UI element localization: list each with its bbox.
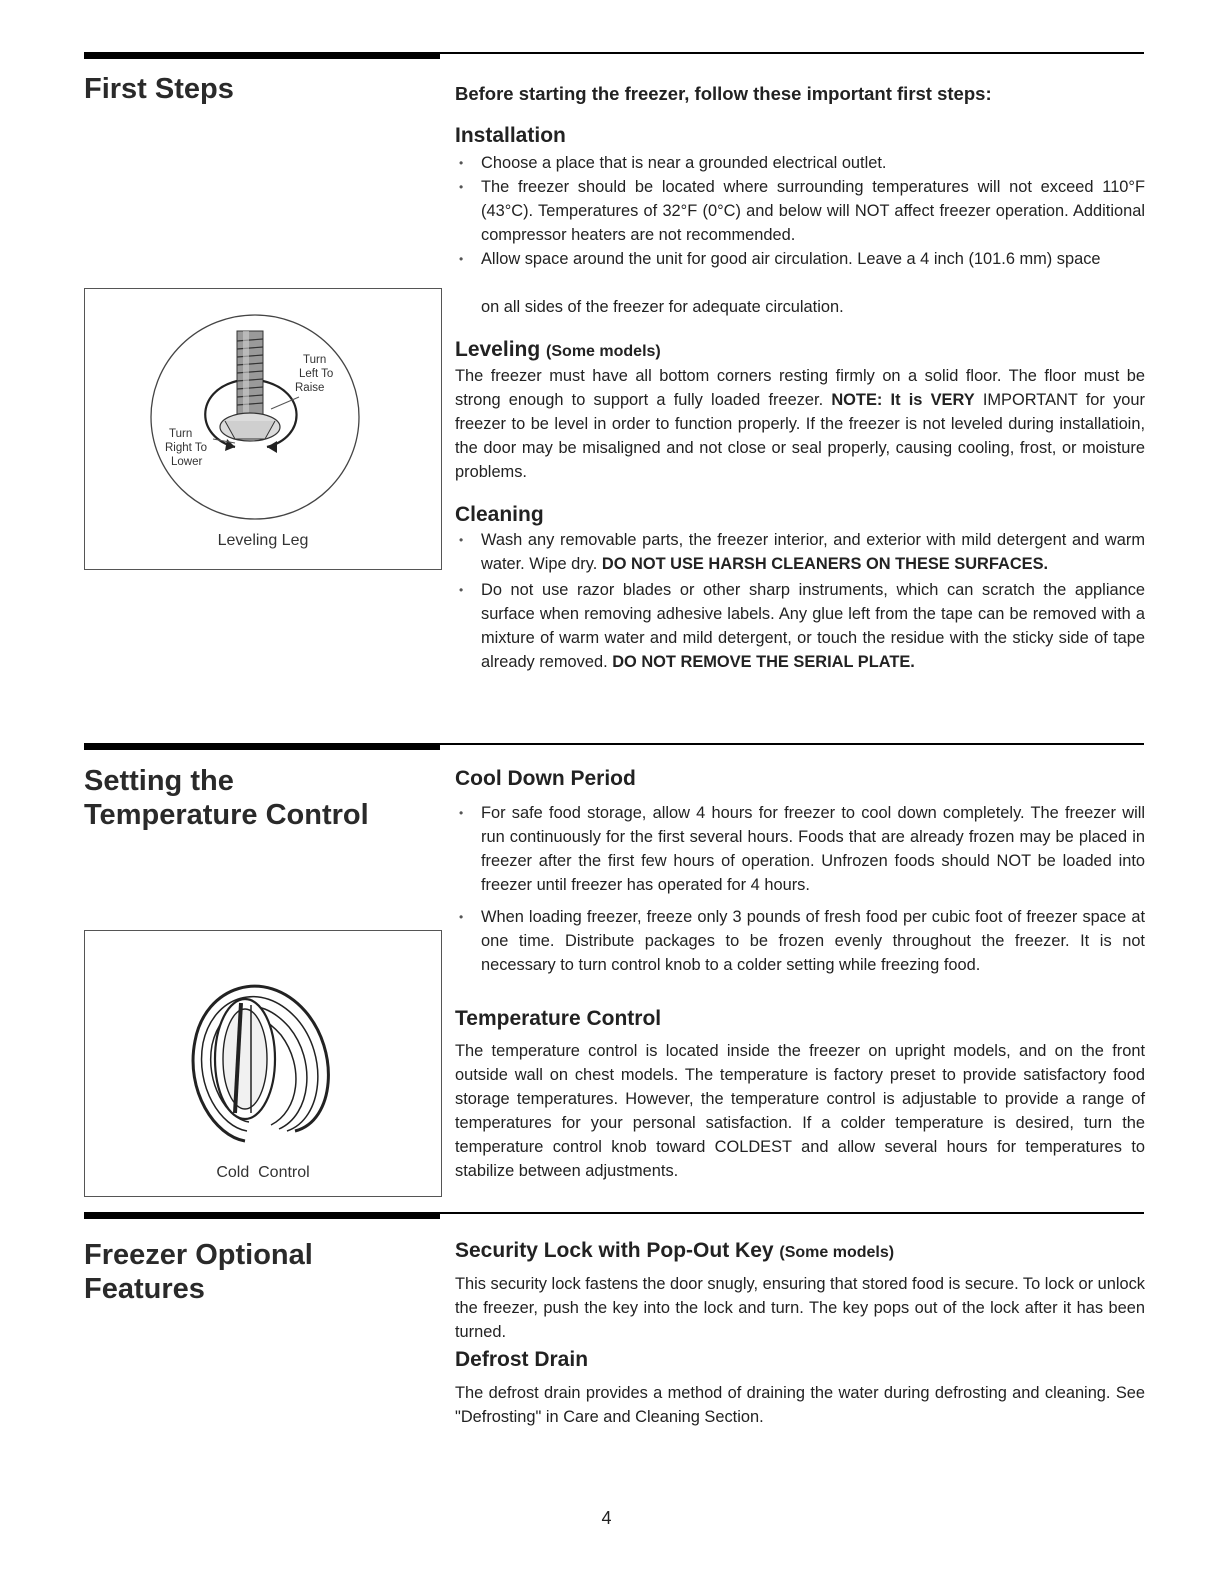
label-line: Turn bbox=[303, 354, 327, 366]
list-item: • For safe food storage, allow 4 hours for freezer to cool down completely. The freezer will run continuously for the first several hours. Foods that are already frozen may be placed in freezer after the first few hours of operation. Unfrozen foods should NOT be loaded into freezer until freezer has operated for 4 hours. bbox=[455, 801, 1145, 897]
cool-down-list bbox=[455, 801, 1145, 977]
label-line: Turn bbox=[169, 428, 193, 440]
leveling-heading-text: Leveling bbox=[455, 338, 541, 361]
cleaning-list bbox=[455, 528, 1145, 674]
label-line: Right To bbox=[165, 442, 207, 454]
section-rule-thick bbox=[84, 1212, 440, 1219]
leveling-heading bbox=[455, 338, 661, 362]
leveling-text-2: IMPORTANT for your freezer to be level in order to function properly. If the freezer is not leveled during installatioin, the door may be misaligned and not close or seal properly, causing cooling, frost, or moisture problems. bbox=[455, 391, 1145, 481]
security-heading-note: (Some models) bbox=[779, 1244, 895, 1261]
leveling-text-1: The freezer must have all bottom corners resting firmly on a solid floor. The floor must be strong enough to support a fully loaded freezer. bbox=[455, 367, 1145, 409]
section-rule-thin bbox=[440, 1212, 1144, 1214]
cleaning-bullet-2-warning: DO NOT REMOVE THE SERIAL PLATE. bbox=[612, 653, 915, 671]
temperature-title bbox=[84, 764, 369, 832]
label-line: Raise bbox=[295, 382, 325, 394]
first-steps-title: First Steps bbox=[84, 73, 234, 105]
label-turn-left-raise bbox=[291, 353, 333, 395]
security-heading-text: Security Lock with Pop-Out Key bbox=[455, 1239, 774, 1262]
list-item bbox=[455, 528, 1145, 576]
security-lock-heading bbox=[455, 1239, 894, 1263]
cold-control-figure bbox=[84, 930, 442, 1197]
leveling-leg-figure bbox=[84, 288, 442, 570]
defrost-drain-heading: Defrost Drain bbox=[455, 1348, 589, 1371]
installation-continuation: on all sides of the freezer for adequate circulation. bbox=[481, 298, 844, 316]
leveling-note: NOTE: It is VERY bbox=[831, 391, 975, 409]
leveling-leg-illustration bbox=[85, 289, 441, 569]
optional-features-title bbox=[84, 1238, 313, 1306]
cleaning-bullet-1-text: Wash any removable parts, the freezer interior, and exterior with mild detergent and warm water. Wipe dry. bbox=[481, 531, 1145, 573]
cleaning-bullet-2-text: Do not use razor blades or other sharp instruments, which can scratch the appliance surface when removing adhesive labels. Any glue left from the tape can be removed with a mixture of warm water and mild detergent, or touch the residue with the sticky side of tape already removed. bbox=[481, 581, 1145, 671]
section-rule-thin bbox=[440, 743, 1144, 745]
temperature-title-line2: Temperature Control bbox=[84, 799, 369, 831]
defrost-drain-text: The defrost drain provides a method of draining the water during defrosting and cleaning. See "Defrosting" in Care and Cleaning Section. bbox=[455, 1384, 1145, 1426]
cleaning-heading: Cleaning bbox=[455, 503, 544, 526]
list-item: • Allow space around the unit for good air circulation. Leave a 4 inch (101.6 mm) space bbox=[455, 247, 1145, 271]
temperature-control-heading: Temperature Control bbox=[455, 1007, 662, 1030]
cleaning-bullet-1-warning: DO NOT USE HARSH CLEANERS ON THESE SURFACES. bbox=[601, 555, 1049, 573]
list-item: • When loading freezer, freeze only 3 pounds of fresh food per cubic foot of freezer space at one time. Distribute packages to be frozen evenly throughout the freezer. It is not necessary to turn control knob to a colder setting while freezing food. bbox=[455, 905, 1145, 977]
list-item: • The freezer should be located where surrounding temperatures will not exceed 110°F (43°C). Temperatures of 32°F (0°C) and below will NOT affect freezer operation. Additional compressor heaters are not recommended. bbox=[455, 175, 1145, 247]
security-lock-text: This security lock fastens the door snugly, ensuring that stored food is secure. To lock or unlock the freezer, push the key into the lock and turn. The key pops out of the lock after it has been turned. bbox=[455, 1275, 1145, 1341]
cold-control-caption: Cold Control bbox=[216, 1164, 310, 1181]
cool-down-heading: Cool Down Period bbox=[455, 767, 636, 790]
first-steps-intro: Before starting the freezer, follow these important first steps: bbox=[455, 83, 992, 104]
leveling-heading-note: (Some models) bbox=[546, 343, 661, 360]
optional-title-line1: Freezer Optional bbox=[84, 1239, 313, 1271]
leveling-text bbox=[455, 364, 1145, 484]
section-rule-thin bbox=[440, 52, 1144, 54]
temperature-control-text: The temperature control is located inside the freezer on upright models, and on the front outside wall on chest models. The temperature is factory preset to provide satisfactory food storage temperatures. However, the temperature control is adjustable to provide a range of temperatures for your personal satisfaction. If a colder temperature is desired, turn the temperature control knob toward COLDEST and allow several hours for temperatures to stabilize between adjustments. bbox=[455, 1042, 1145, 1180]
section-rule-thick bbox=[84, 52, 440, 59]
optional-title-line2: Features bbox=[84, 1273, 205, 1305]
installation-list bbox=[455, 151, 1145, 271]
cold-control-illustration bbox=[85, 931, 441, 1196]
leveling-leg-caption: Leveling Leg bbox=[217, 532, 309, 549]
label-turn-right-lower bbox=[165, 427, 207, 469]
page-number: 4 bbox=[601, 1508, 612, 1528]
list-item bbox=[455, 578, 1145, 674]
section-rule-thick bbox=[84, 743, 440, 750]
label-line: Left To bbox=[299, 368, 334, 380]
list-item: • Choose a place that is near a grounded electrical outlet. bbox=[455, 151, 1145, 175]
label-line: Lower bbox=[171, 456, 203, 468]
temperature-title-line1: Setting the bbox=[84, 765, 234, 797]
installation-heading: Installation bbox=[455, 124, 566, 147]
